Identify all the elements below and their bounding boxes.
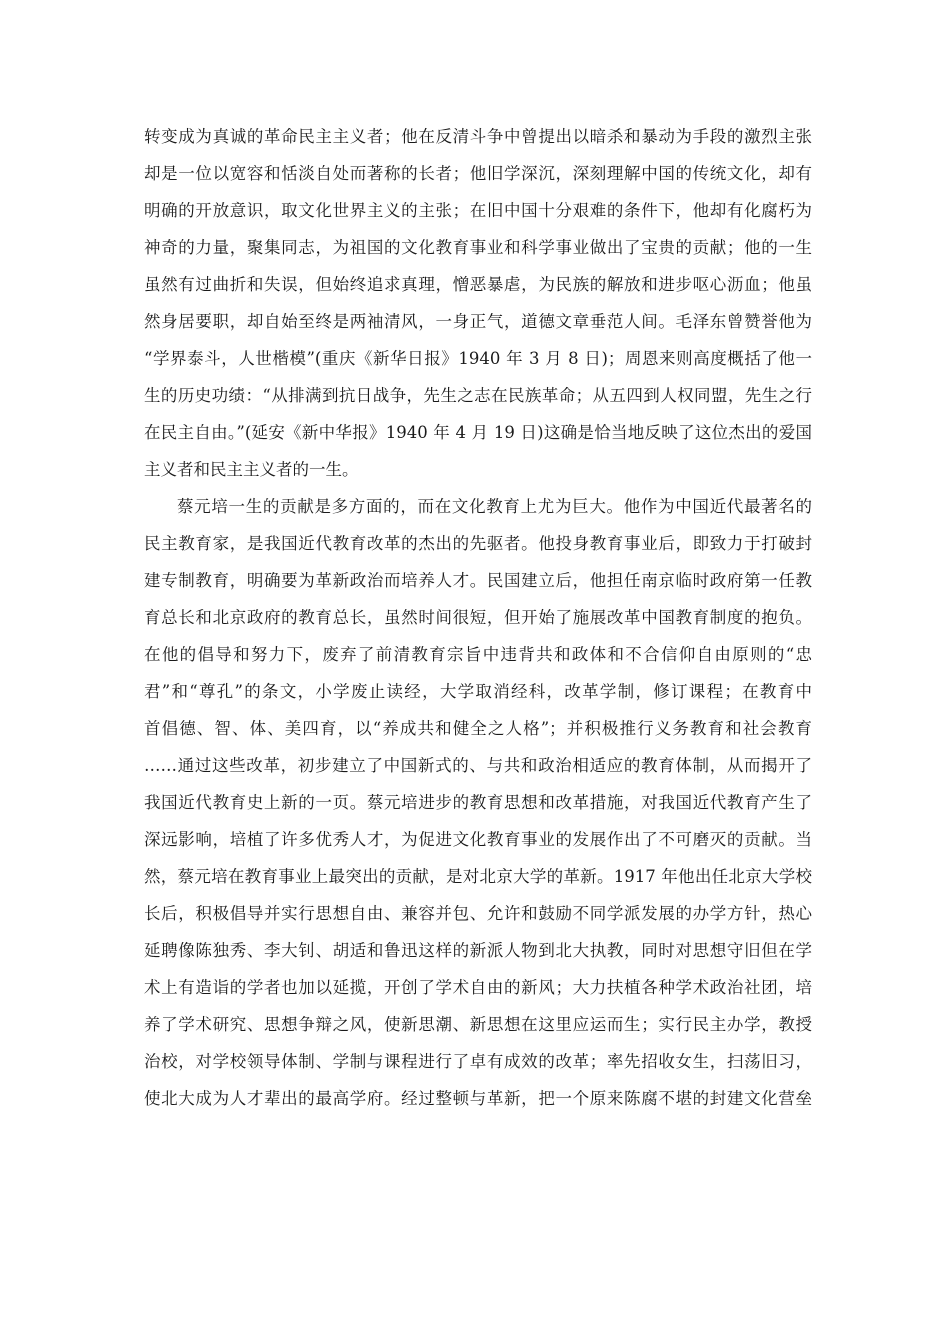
paragraph [144,118,812,488]
text-line: 然身居要职，却自始至终是两袖清风，一身正气，道德文章垂范人间。毛泽东曾赞誉他为 [144,312,812,331]
text-line: 蔡元培一生的贡献是多方面的，而在文化教育上尤为巨大。他作为中国近代最著名的 [177,497,812,516]
text-line: “学界泰斗，人世楷模”(重庆《新华日报》1940 年 3 月 8 日)；周恩来则高度概括了他一 [144,349,812,368]
text-line: 长后，积极倡导并实行思想自由、兼容并包、允许和鼓励不同学派发展的办学方针，热心 [144,904,812,923]
text-line: 生的历史功绩：“从排满到抗日战争，先生之志在民族革命；从五四到人权同盟，先生之行 [144,386,812,405]
text-line: 养了学术研究、思想争辩之风，使新思潮、新思想在这里应运而生；实行民主办学，教授 [144,1015,812,1034]
text-line: 延聘像陈独秀、李大钊、胡适和鲁迅这样的新派人物到北大执教，同时对思想守旧但在学 [144,941,812,960]
document-body [144,118,812,1117]
text-line: 虽然有过曲折和失误，但始终追求真理，憎恶暴虐，为民族的解放和进步呕心沥血；他虽 [144,275,812,294]
text-line: 明确的开放意识，取文化世界主义的主张；在旧中国十分艰难的条件下，他却有化腐朽为 [144,201,812,220]
text-line: 我国近代教育史上新的一页。蔡元培进步的教育思想和改革措施，对我国近代教育产生了 [144,793,812,812]
text-line: 神奇的力量，聚集同志，为祖国的文化教育事业和科学事业做出了宝贵的贡献；他的一生 [144,238,812,257]
text-line: 深远影响，培植了许多优秀人才，为促进文化教育事业的发展作出了不可磨灭的贡献。当 [144,830,812,849]
text-line: 转变成为真诚的革命民主主义者；他在反清斗争中曾提出以暗杀和暴动为手段的激烈主张 [144,127,812,146]
text-line: 使北大成为人才辈出的最高学府。经过整顿与革新，把一个原来陈腐不堪的封建文化营垒 [144,1089,812,1108]
text-line: 首倡德、智、体、美四育，以“养成共和健全之人格”；并积极推行义务教育和社会教育 [144,719,812,738]
text-line: 育总长和北京政府的教育总长，虽然时间很短，但开始了施展改革中国教育制度的抱负。 [144,608,812,627]
text-line: 建专制教育，明确要为革新政治而培养人才。民国建立后，他担任南京临时政府第一任教 [144,571,812,590]
text-line: 君”和“尊孔”的条文，小学废止读经，大学取消经科，改革学制，修订课程；在教育中 [144,682,812,701]
text-line: 主义者和民主主义者的一生。 [144,460,359,479]
text-line: 治校，对学校领导体制、学制与课程进行了卓有成效的改革；率先招收女生，扫荡旧习， [144,1052,812,1071]
paragraph [144,488,812,1117]
text-line: 然，蔡元培在教育事业上最突出的贡献，是对北京大学的革新。1917 年他出任北京大学校 [144,867,812,886]
text-line: 却是一位以宽容和恬淡自处而著称的长者；他旧学深沉，深刻理解中国的传统文化，却有 [144,164,812,183]
text-line: 在他的倡导和努力下，废弃了前清教育宗旨中违背共和政体和不合信仰自由原则的“忠 [144,645,812,664]
text-line: ……通过这些改革，初步建立了中国新式的、与共和政治相适应的教育体制，从而揭开了 [144,756,812,775]
text-line: 在民主自由。”(延安《新中华报》1940 年 4 月 19 日)这确是恰当地反映了这位杰出的爱国 [144,423,812,442]
text-line: 民主教育家，是我国近代教育改革的杰出的先驱者。他投身教育事业后，即致力于打破封 [144,534,812,553]
text-line: 术上有造诣的学者也加以延揽，开创了学术自由的新风；大力扶植各种学术政治社团，培 [144,978,812,997]
